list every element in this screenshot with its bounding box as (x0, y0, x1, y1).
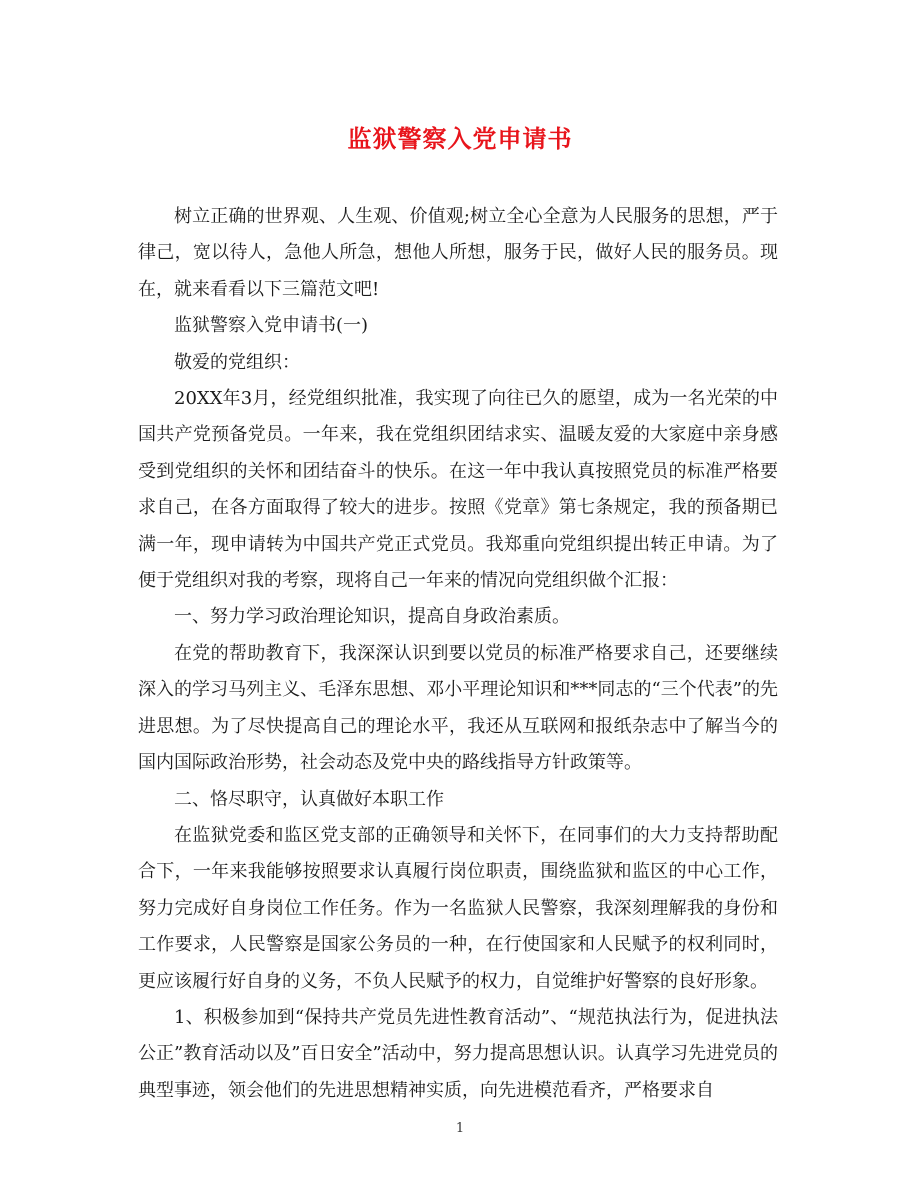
intro-paragraph: 树立正确的世界观、人生观、价值观;树立全心全意为人民服务的思想，严于律己，宽以待人，急他人所急，想他人所想，服务于民，做好人民的服务员。现在，就来看看以下三篇范文吧! (138, 206, 778, 300)
section-heading: 监狱警察入党申请书(一) (174, 315, 369, 337)
body-paragraph: 在党的帮助教育下，我深深认识到要以党员的标准严格要求自己，还要继续深入的学习马列主义、毛泽东思想、邓小平理论知识和***同志的“三个代表”的先进思想。为了尽快提高自己的理论水平，我还从互联网和报纸杂志中了解当今的国内国际政治形势，社会动态及党中央的路线指导方针政策等。 (138, 642, 778, 774)
subsection-heading: 一、努力学习政治理论知识，提高自身政治素质。 (174, 606, 570, 628)
body-paragraph: 1、积极参加到“保持共产党员先进性教育活动”、“规范执法行为，促进执法公正”教育活动以及”百日安全”活动中，努力提高思想认识。认真学习先进党员的典型事迹，领会他们的先进思想精神实质，向先进模范看齐，严格要求自 (138, 1006, 778, 1101)
subsection-heading: 二、恪尽职守，认真做好本职工作 (174, 788, 444, 810)
body-paragraph: 20XX年3月，经党组织批准，我实现了向往已久的愿望，成为一名光荣的中国共产党预备党员。一年来，我在党组织团结求实、温暖友爱的大家庭中亲身感受到党组织的关怀和团结奋斗的快乐。在这一年中我认真按照党员的标准严格要求自己，在各方面取得了较大的进步。按照《党章》第七条规定，我的预备期已满一年，现申请转为中国共产党正式党员。我郑重向党组织提出转正申请。为了便于党组织对我的考察，现将自己一年来的情况向党组织做个汇报： (138, 388, 778, 592)
body-paragraph: 在监狱党委和监区党支部的正确领导和关怀下，在同事们的大力支持帮助配合下，一年来我能够按照要求认真履行岗位职责，围绕监狱和监区的中心工作，努力完成好自身岗位工作任务。作为一名监狱人民警察，我深刻理解我的身份和工作要求，人民警察是国家公务员的一种，在行使国家和人民赋予的权利同时，更应该履行好自身的义务，不负人民赋予的权力，自觉维护好警察的良好形象。 (138, 824, 778, 992)
salutation: 敬爱的党组织： (174, 351, 300, 373)
document-body (138, 199, 778, 1109)
page-number: 1 (455, 1121, 465, 1136)
document-title: 监狱警察入党申请书 (347, 124, 573, 153)
